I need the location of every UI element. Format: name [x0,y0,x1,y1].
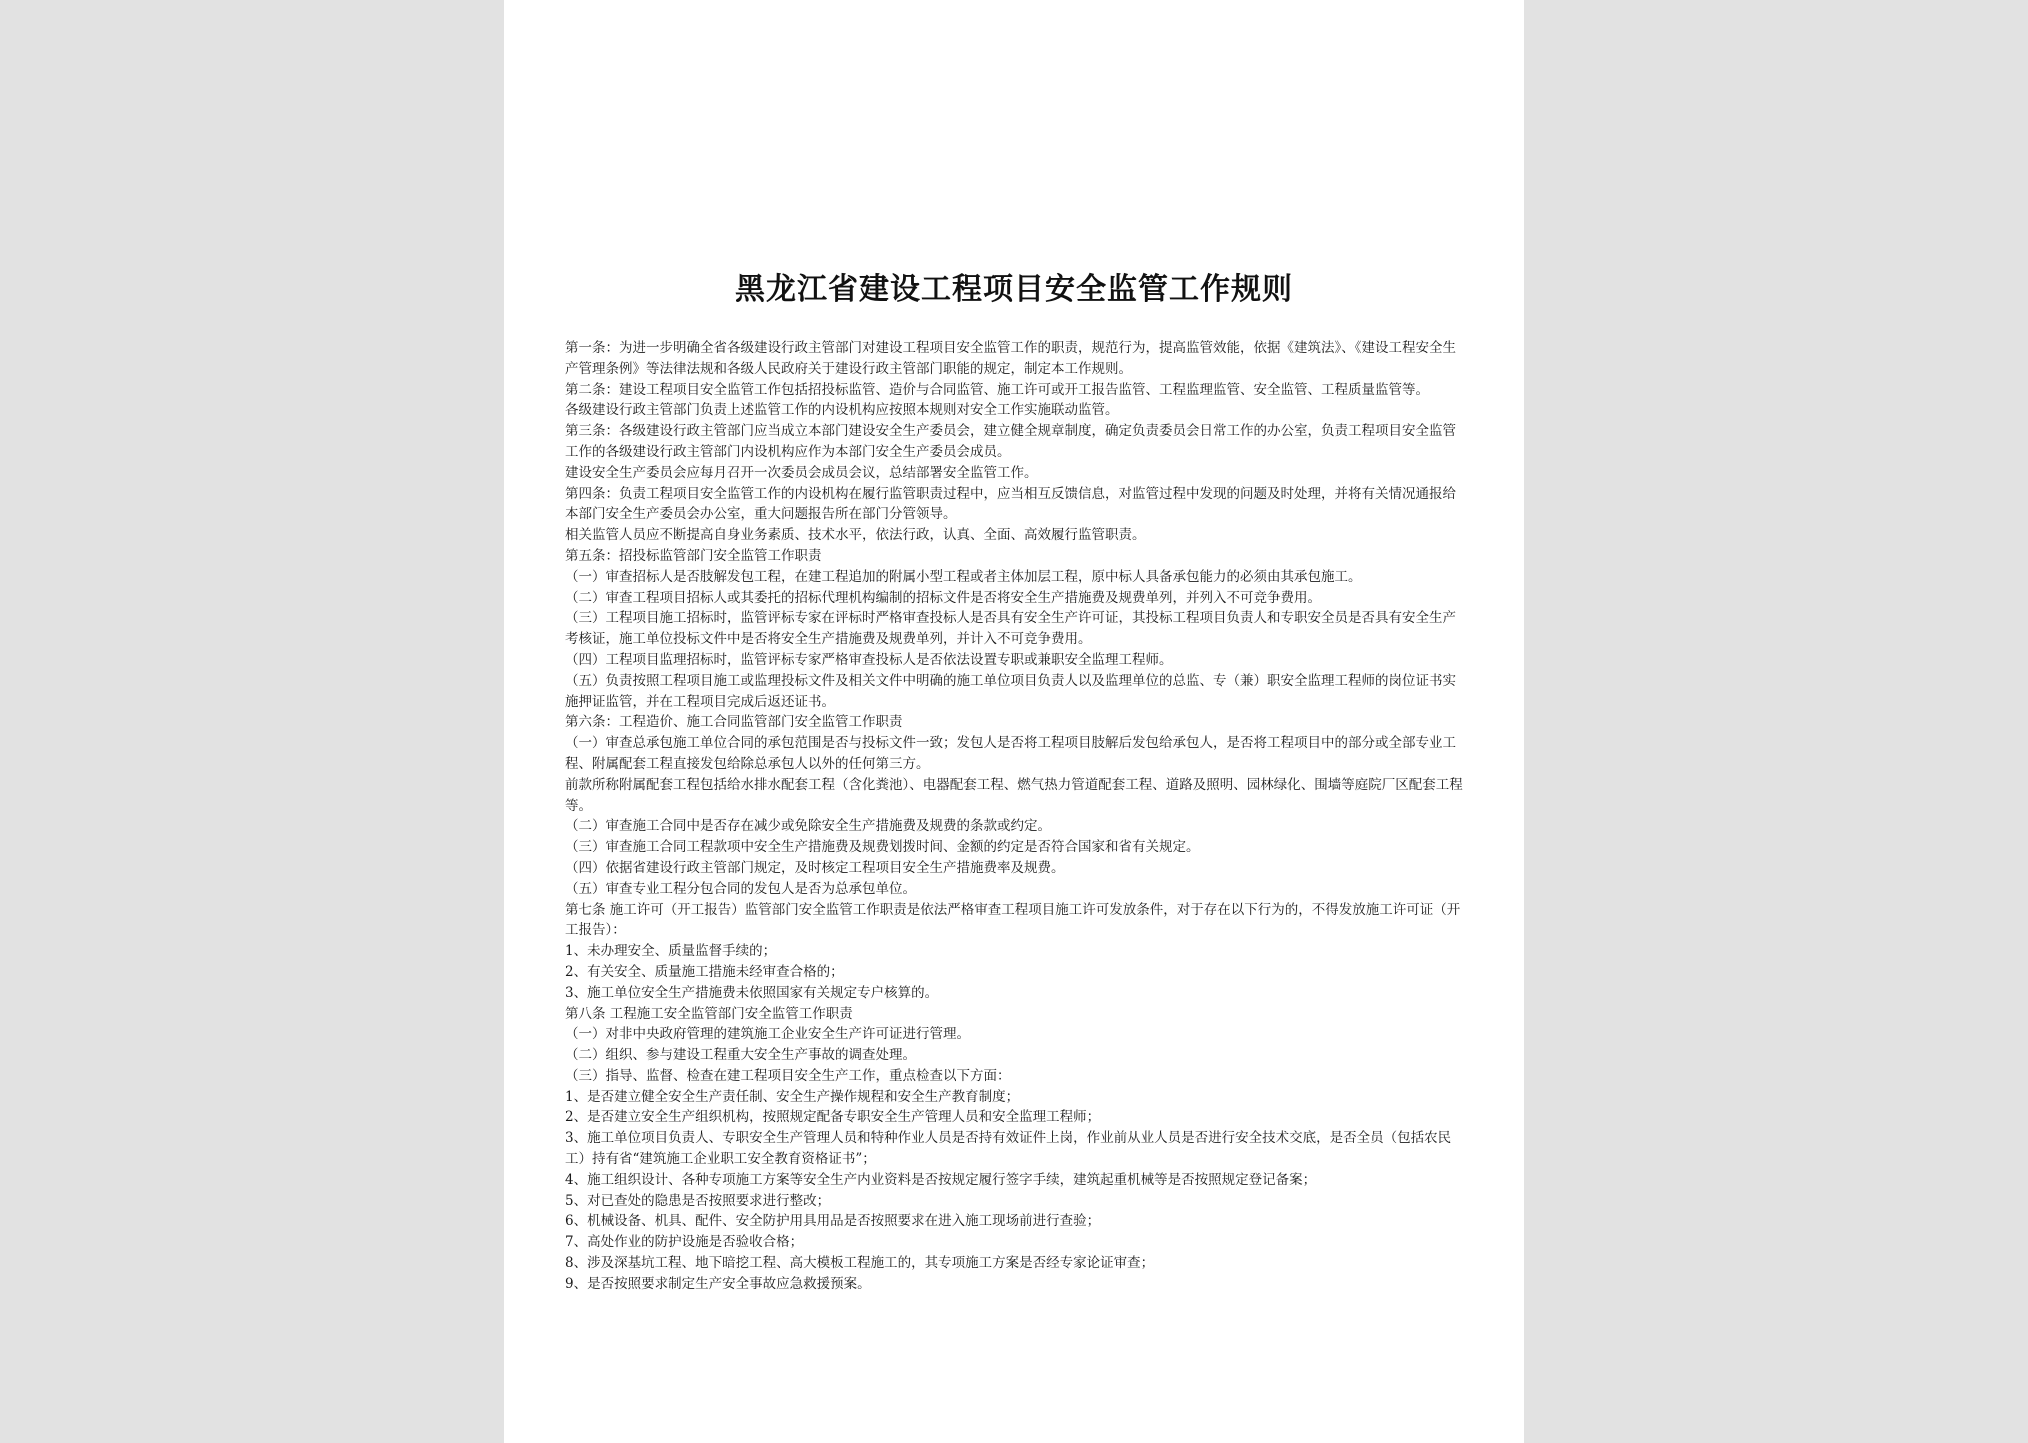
paragraph: 建设安全生产委员会应每月召开一次委员会成员会议，总结部署安全监管工作。 [565,464,1038,481]
paragraph: 前款所称附属配套工程包括给水排水配套工程（含化粪池）、电器配套工程、燃气热力管道配套工程、道路及照明、园林绿化、围墙等庭院厂区配套工程等。 [565,776,1463,814]
list-item: 3、施工单位安全生产措施费未依照国家有关规定专户核算的。 [565,984,939,1001]
list-item: 7、高处作业的防护设施是否验收合格； [565,1234,804,1251]
list-item: 2、有关安全、质量施工措施未经审查合格的； [565,963,844,980]
document-page [504,0,1524,1443]
list-item: （四）工程项目监理招标时，监管评标专家严格审查投标人是否依法设置专职或兼职安全监理工程师。 [565,651,1173,668]
list-item: 8、涉及深基坑工程、地下暗挖工程、高大模板工程施工的，其专项施工方案是否经专家论证审查； [565,1255,1155,1272]
paragraph-article-8: 第八条 工程施工安全监管部门安全监管工作职责 [565,1005,853,1022]
list-item: （五）负责按照工程项目施工或监理投标文件及相关文件中明确的施工单位项目负责人以及监理单位的总监、专（兼）职安全监理工程师的岗位证书实施押证监管，并在工程项目完成后返还证书。 [565,672,1456,710]
document-title: 黑龙江省建设工程项目安全监管工作规则 [735,272,1293,307]
list-item: （二）组织、参与建设工程重大安全生产事故的调查处理。 [565,1047,916,1064]
list-item: 5、对已查处的隐患是否按照要求进行整改； [565,1192,831,1209]
paragraph: 各级建设行政主管部门负责上述监管工作的内设机构应按照本规则对安全工作实施联动监管。 [565,402,1119,419]
list-item: （二）审查工程项目招标人或其委托的招标代理机构编制的招标文件是否将安全生产措施费及规费单列，并列入不可竞争费用。 [565,589,1321,606]
paragraph-article-7: 第七条 施工许可（开工报告）监管部门安全监管工作职责是依法严格审查工程项目施工许可发放条件，对于存在以下行为的，不得发放施工许可证（开工报告）： [565,901,1461,939]
paragraph-article-3: 第三条：各级建设行政主管部门应当成立本部门建设安全生产委员会，建立健全规章制度，确定负责委员会日常工作的办公室，负责工程项目安全监管工作的各级建设行政主管部门内设机构应作为本部门安全生产委员会成员。 [565,423,1456,460]
list-item: （三）指导、监督、检查在建工程项目安全生产工作，重点检查以下方面： [565,1067,1011,1084]
paragraph-article-6: 第六条：工程造价、施工合同监管部门安全监管工作职责 [565,714,903,731]
paragraph-article-2: 第二条：建设工程项目安全监管工作包括招投标监管、造价与合同监管、施工许可或开工报告监管、工程监理监管、安全监管、工程质量监管等。 [565,381,1429,398]
document-body [565,338,1469,1295]
list-item: （一）审查总承包施工单位合同的承包范围是否与投标文件一致；发包人是否将工程项目肢解后发包给承包人，是否将工程项目中的部分或全部专业工程、附属配套工程直接发包给除总承包人以外的任何第三方。 [565,735,1456,772]
list-item: （四）依据省建设行政主管部门规定，及时核定工程项目安全生产措施费率及规费。 [565,859,1065,876]
list-item: 1、是否建立健全安全生产责任制、安全生产操作规程和安全生产教育制度； [565,1088,1020,1105]
list-item: 4、施工组织设计、各种专项施工方案等安全生产内业资料是否按规定履行签字手续，建筑起重机械等是否按照规定登记备案； [565,1171,1317,1188]
list-item: （三）工程项目施工招标时，监管评标专家在评标时严格审查投标人是否具有安全生产许可证，其投标工程项目负责人和专职安全员是否具有安全生产考核证，施工单位投标文件中是否将安全生产措施费及规费单列，并计入不可竞争费用。 [565,610,1456,648]
list-item: （一）审查招标人是否肢解发包工程，在建工程追加的附属小型工程或者主体加层工程，原中标人具备承包能力的必须由其承包施工。 [565,568,1362,585]
paragraph-article-1: 第一条：为进一步明确全省各级建设行政主管部门对建设工程项目安全监管工作的职责，规范行为，提高监管效能，依据《建筑法》、《建设工程安全生产管理条例》等法律法规和各级人民政府关于建设行政主管部门职能的规定，制定本工作规则。 [565,340,1456,377]
list-item: （二）审查施工合同中是否存在减少或免除安全生产措施费及规费的条款或约定。 [565,818,1051,835]
list-item: 1、未办理安全、质量监督手续的； [565,943,777,960]
paragraph: 相关监管人员应不断提高自身业务素质、技术水平，依法行政，认真、全面、高效履行监管职责。 [565,527,1146,544]
paragraph-article-5: 第五条：招投标监管部门安全监管工作职责 [565,547,822,564]
list-item: 2、是否建立安全生产组织机构，按照规定配备专职安全生产管理人员和安全监理工程师； [565,1109,1101,1126]
list-item: 9、是否按照要求制定生产安全事故应急救援预案。 [565,1275,871,1292]
paragraph-article-4: 第四条：负责工程项目安全监管工作的内设机构在履行监管职责过程中，应当相互反馈信息，对监管过程中发现的问题及时处理，并将有关情况通报给本部门安全生产委员会办公室，重大问题报告所在部门分管领导。 [565,485,1456,523]
list-item: 3、施工单位项目负责人、专职安全生产管理人员和特种作业人员是否持有效证件上岗，作业前从业人员是否进行安全技术交底，是否全员（包括农民工）持有省“建筑施工企业职工安全教育资格证书”； [565,1130,1452,1168]
list-item: （五）审查专业工程分包合同的发包人是否为总承包单位。 [565,880,916,897]
list-item: 6、机械设备、机具、配件、安全防护用具用品是否按照要求在进入施工现场前进行查验； [565,1213,1101,1230]
list-item: （一）对非中央政府管理的建筑施工企业安全生产许可证进行管理。 [565,1026,970,1043]
list-item: （三）审查施工合同工程款项中安全生产措施费及规费划拨时间、金额的约定是否符合国家和省有关规定。 [565,839,1200,856]
